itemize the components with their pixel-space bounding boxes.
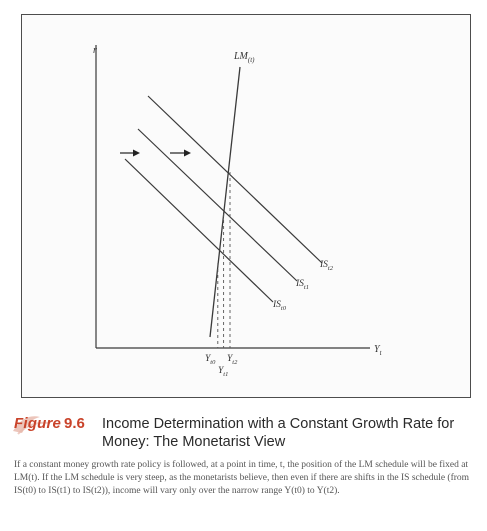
lm-label: $LM_{(t)}$ xyxy=(234,51,255,64)
is-label-t0: $IS_{t0}$ xyxy=(273,300,286,312)
y-marker-t2: $Y_{t2}$ xyxy=(227,354,238,366)
figure-title: Income Determination with a Constant Growth Rate for Money: The Monetarist View xyxy=(102,416,455,450)
shift-arrow-2-head xyxy=(184,150,191,157)
y-marker-t1: $Y_{t1}$ xyxy=(218,366,229,378)
is-label-t2: $IS_{t2}$ xyxy=(320,260,333,272)
figure-label: Figure xyxy=(14,415,62,432)
shift-arrow-1-head xyxy=(133,150,140,157)
figure-caption: If a constant money growth rate policy is followed, at a point in time, t, the position of the LM schedule will be fixed at LM(t). If the LM schedule is very steep, as the monetarists believe, then even if there are shifts in the IS schedule (from IS(t0) to IS(t1) to IS(t2)), income will vary only over the narrow range Y(t0) to Y(t2). xyxy=(14,460,470,497)
is-label-t1: $IS_{t1}$ xyxy=(296,279,309,291)
is-curve-t1 xyxy=(138,129,297,281)
is-curve-t0 xyxy=(125,159,273,302)
x-axis-label: $Y_t$ xyxy=(374,344,382,357)
y-marker-t0: $Y_{t0}$ xyxy=(205,354,216,366)
diagram-panel xyxy=(21,14,471,398)
is-lm-diagram xyxy=(22,15,472,399)
y-axis-label: r xyxy=(93,45,97,56)
is-curve-t2 xyxy=(148,96,322,263)
figure-number: 9.6 xyxy=(64,415,85,432)
figure-heading xyxy=(14,415,479,450)
